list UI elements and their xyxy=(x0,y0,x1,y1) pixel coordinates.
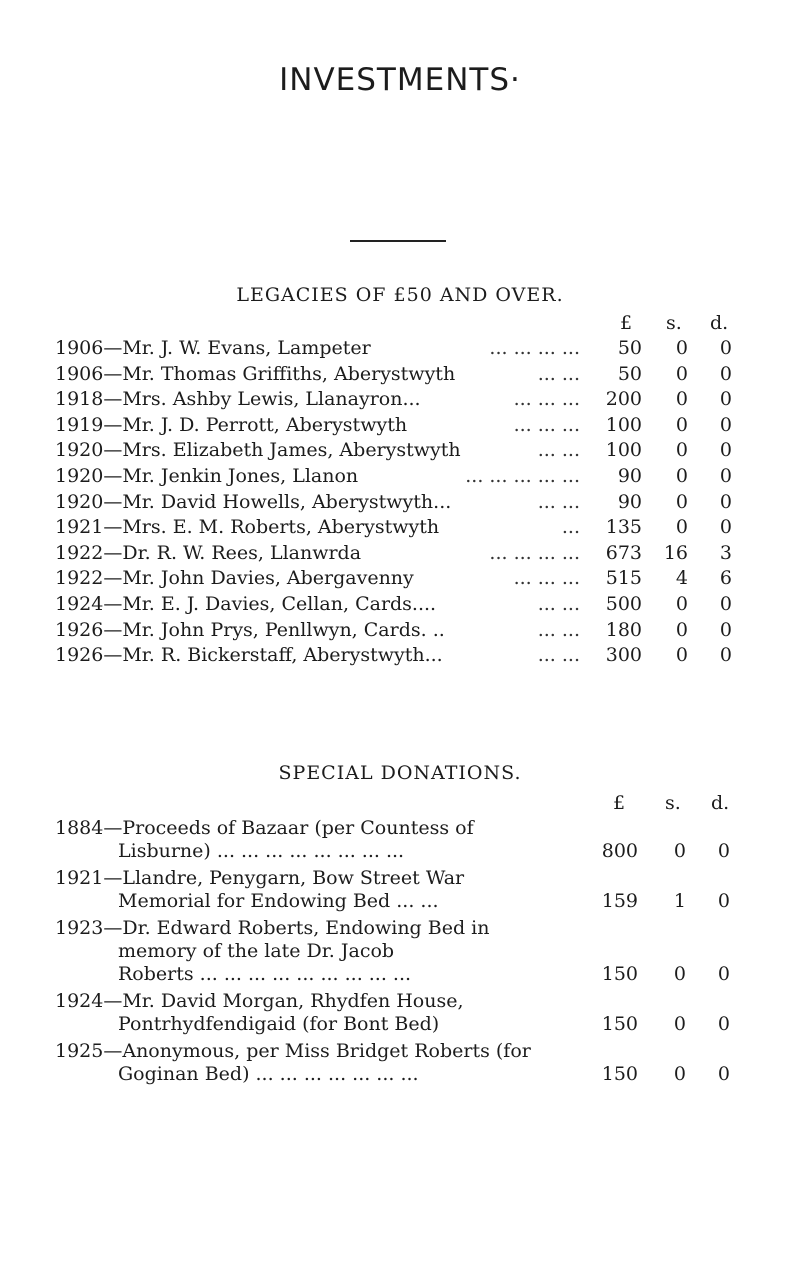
legacy-pounds: 300 xyxy=(605,644,642,667)
legacy-row xyxy=(0,593,800,619)
legacy-leader: ... ... xyxy=(537,439,580,462)
legacy-pence: 0 xyxy=(719,362,732,385)
legacy-row xyxy=(0,644,800,670)
legacy-pounds: 100 xyxy=(605,439,642,462)
legacy-shillings: 0 xyxy=(675,388,688,411)
donation-text-line: 1923—Dr. Edward Roberts, Endowing Bed in xyxy=(55,917,490,939)
legacy-shillings: 0 xyxy=(675,644,688,667)
legacy-pence: 0 xyxy=(719,490,732,513)
legacy-leader: ... ... ... ... ... xyxy=(465,465,580,487)
legacy-description: 1920—Mrs. Elizabeth James, Aberystwyth xyxy=(55,439,461,462)
legacy-description: 1922—Mr. John Davies, Abergavenny xyxy=(55,567,414,590)
legacy-shillings: 0 xyxy=(675,465,688,487)
legacy-leader: ... ... ... xyxy=(513,413,580,436)
donation-pounds: 159 xyxy=(601,890,638,912)
legacy-pounds: 500 xyxy=(605,593,642,615)
donation-pounds: 150 xyxy=(601,1013,638,1035)
legacy-leader: ... ... xyxy=(537,362,580,385)
donation-text-line: Pontrhydfendigaid (for Bont Bed) xyxy=(118,1013,440,1035)
legacy-leader: ... ... xyxy=(537,593,580,615)
legacy-pence: 0 xyxy=(719,644,732,667)
legacy-row xyxy=(0,516,800,542)
legacy-pence: 0 xyxy=(719,465,732,487)
legacy-pence: 0 xyxy=(719,593,732,615)
donation-shillings: 0 xyxy=(673,840,686,862)
legacy-description: 1922—Dr. R. W. Rees, Llanwrda xyxy=(55,541,362,564)
donations-heading: SPECIAL DONATIONS. xyxy=(278,762,522,784)
donation-pence: 0 xyxy=(717,890,730,912)
title-rule xyxy=(350,240,446,242)
legacies-col-pence: d. xyxy=(710,312,729,334)
legacy-description: 1920—Mr. Jenkin Jones, Llanon xyxy=(55,465,359,487)
donation-text-line: memory of the late Dr. Jacob xyxy=(118,940,395,962)
donation-pounds: 800 xyxy=(601,840,638,862)
legacy-row xyxy=(0,619,800,645)
legacy-description: 1926—Mr. John Prys, Penllwyn, Cards. .. xyxy=(55,618,445,641)
legacies-col-pound: £ xyxy=(620,312,633,334)
donation-shillings: 0 xyxy=(673,1013,686,1035)
legacy-description: 1921—Mrs. E. M. Roberts, Aberystwyth xyxy=(55,516,440,539)
donations-col-shillings: s. xyxy=(665,792,681,814)
legacy-leader: ... ... ... xyxy=(513,388,580,411)
donation-text-line: Goginan Bed) ... ... ... ... ... ... ... xyxy=(118,1063,419,1085)
legacy-description: 1918—Mrs. Ashby Lewis, Llanayron... xyxy=(55,388,421,411)
legacy-leader: ... ... ... ... xyxy=(489,541,580,564)
legacy-leader: ... ... ... ... xyxy=(489,337,580,359)
legacy-pounds: 180 xyxy=(605,618,642,641)
donation-text-line: 1921—Llandre, Penygarn, Bow Street War xyxy=(55,867,465,889)
legacy-pence: 3 xyxy=(719,541,732,564)
donation-pounds: 150 xyxy=(601,1063,638,1085)
donation-shillings: 1 xyxy=(673,890,686,912)
legacy-row xyxy=(0,337,800,363)
legacy-row xyxy=(0,465,800,491)
legacy-leader: ... ... xyxy=(537,490,580,513)
legacy-pence: 0 xyxy=(719,439,732,462)
legacy-row xyxy=(0,491,800,517)
legacy-pounds: 90 xyxy=(617,465,642,487)
legacy-description: 1906—Mr. Thomas Griffiths, Aberystwyth xyxy=(55,362,456,385)
donation-shillings: 0 xyxy=(673,1063,686,1085)
legacy-pounds: 50 xyxy=(617,362,642,385)
legacy-pounds: 90 xyxy=(617,490,642,513)
legacy-shillings: 0 xyxy=(675,362,688,385)
donation-pence: 0 xyxy=(717,840,730,862)
donation-pounds: 150 xyxy=(601,963,638,985)
legacy-description: 1919—Mr. J. D. Perrott, Aberystwyth xyxy=(55,413,408,436)
legacy-pence: 0 xyxy=(719,337,732,359)
legacies-col-shillings: s. xyxy=(666,312,682,334)
legacy-shillings: 0 xyxy=(675,516,688,539)
legacy-leader: ... ... ... xyxy=(513,567,580,590)
donation-shillings: 0 xyxy=(673,963,686,985)
donation-text-line: 1924—Mr. David Morgan, Rhydfen House, xyxy=(55,990,464,1012)
donation-text-line: 1925—Anonymous, per Miss Bridget Roberts (for xyxy=(55,1040,531,1062)
donation-text-line: Memorial for Endowing Bed ... ... xyxy=(118,890,439,912)
legacy-shillings: 16 xyxy=(663,541,688,564)
donation-text-line: 1884—Proceeds of Bazaar (per Countess of xyxy=(55,817,474,839)
donation-pence: 0 xyxy=(717,963,730,985)
legacy-shillings: 4 xyxy=(675,567,688,590)
legacy-pence: 6 xyxy=(719,567,732,590)
legacy-shillings: 0 xyxy=(675,618,688,641)
legacy-row xyxy=(0,439,800,465)
legacy-leader: ... ... xyxy=(537,644,580,667)
legacy-shillings: 0 xyxy=(675,490,688,513)
donation-pence: 0 xyxy=(717,1063,730,1085)
legacy-row xyxy=(0,567,800,593)
legacy-pounds: 50 xyxy=(617,337,642,359)
legacy-shillings: 0 xyxy=(675,413,688,436)
legacy-pounds: 515 xyxy=(605,567,642,590)
legacy-shillings: 0 xyxy=(675,439,688,462)
legacy-description: 1924—Mr. E. J. Davies, Cellan, Cards.... xyxy=(55,593,437,615)
legacy-leader: ... ... xyxy=(537,618,580,641)
legacy-description: 1926—Mr. R. Bickerstaff, Aberystwyth... xyxy=(55,644,443,667)
legacy-pounds: 200 xyxy=(605,388,642,411)
donations-col-pound: £ xyxy=(613,792,626,814)
page-title: INVESTMENTS· xyxy=(279,62,521,98)
legacies-heading: LEGACIES OF £50 AND OVER. xyxy=(236,284,564,306)
legacy-pence: 0 xyxy=(719,413,732,436)
legacy-pence: 0 xyxy=(719,388,732,411)
legacy-pence: 0 xyxy=(719,618,732,641)
donation-pence: 0 xyxy=(717,1013,730,1035)
legacy-description: 1906—Mr. J. W. Evans, Lampeter xyxy=(55,337,371,359)
legacy-shillings: 0 xyxy=(675,337,688,359)
legacy-leader: ... xyxy=(561,516,580,539)
legacy-description: 1920—Mr. David Howells, Aberystwyth... xyxy=(55,490,452,513)
legacy-row xyxy=(0,363,800,389)
legacy-pence: 0 xyxy=(719,516,732,539)
donation-text-line: Roberts ... ... ... ... ... ... ... ... ... xyxy=(118,963,412,985)
legacy-row xyxy=(0,414,800,440)
legacy-pounds: 135 xyxy=(605,516,642,539)
legacy-pounds: 100 xyxy=(605,413,642,436)
legacy-row xyxy=(0,542,800,568)
legacy-row xyxy=(0,388,800,414)
legacy-shillings: 0 xyxy=(675,593,688,615)
donation-text-line: Lisburne) ... ... ... ... ... ... ... ... xyxy=(118,840,405,862)
legacy-pounds: 673 xyxy=(605,541,642,564)
donations-col-pence: d. xyxy=(711,792,730,814)
